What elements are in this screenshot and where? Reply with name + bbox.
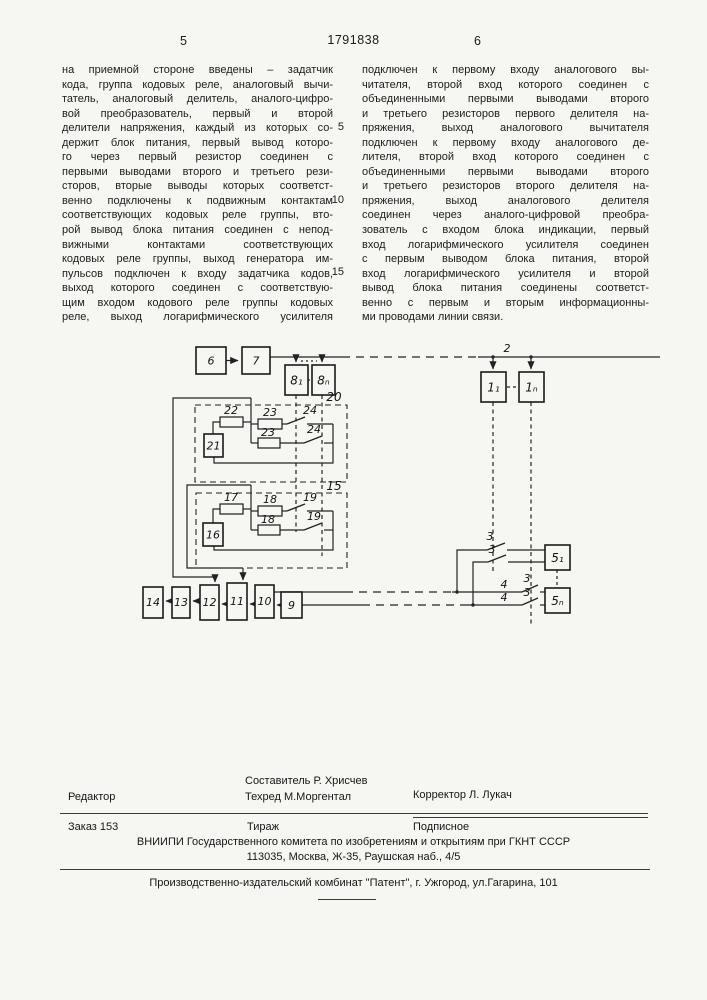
label-23a: 23 <box>263 406 277 419</box>
label-21: 21 <box>206 439 221 453</box>
label-1-1: 1₁ <box>487 380 500 395</box>
label-18b: 18 <box>261 513 275 526</box>
line-marker-10: 10 <box>331 194 344 206</box>
text-line: с первым выводом блока питания, второй <box>362 253 649 266</box>
text-line: венно с первым и вторым информационны- <box>362 296 649 309</box>
editor-credit: Редактор <box>68 791 116 803</box>
address-line: 113035, Москва, Ж-35, Раушская наб., 4/5 <box>246 851 461 863</box>
text-line: вход логарифмического усилителя и второй <box>362 267 649 280</box>
label-15: 15 <box>326 479 342 493</box>
claims-column-right <box>362 63 649 325</box>
label-23b: 23 <box>261 426 275 439</box>
text-line: ми проводами линии связи. <box>362 311 504 324</box>
footer-rule-1 <box>60 813 648 814</box>
text-line: пульсов подключен к входу задатчика кодов, <box>62 267 333 280</box>
label-22: 22 <box>224 404 238 417</box>
label-24b: 24 <box>307 423 321 436</box>
label-5-1: 5₁ <box>551 551 564 565</box>
label-17: 17 <box>224 491 238 504</box>
label-19a: 19 <box>303 491 317 504</box>
resistor-18b <box>258 525 280 535</box>
footer-rule-1b <box>413 817 648 818</box>
text-line: подключен к первому входу аналогового де- <box>362 136 649 149</box>
text-line: и третьего резисторов второго делителя на- <box>362 180 649 193</box>
text-line: щим входом кодового реле группы кодовых <box>62 296 333 309</box>
label-9: 9 <box>288 599 295 612</box>
label-18a: 18 <box>263 493 277 506</box>
text-line: реле, выход логарифмического усилителя <box>62 311 333 324</box>
text-line: пряжения, выход аналогового делителя <box>362 194 649 207</box>
label-5-n: 5ₙ <box>551 594 564 608</box>
label-20: 20 <box>326 390 342 404</box>
label-12: 12 <box>202 596 217 609</box>
label-7: 7 <box>252 354 260 368</box>
line-marker-15: 15 <box>331 266 344 278</box>
label-2: 2 <box>503 342 511 355</box>
text-line: татель, аналоговый делитель, аналого-цифро- <box>62 93 333 106</box>
tirazh-label: Тираж <box>247 821 279 833</box>
column-number-left: 5 <box>180 34 188 48</box>
text-line: объединенными первыми выводами второго <box>362 165 649 178</box>
corrector-credit: Корректор Л. Лукач <box>413 789 512 801</box>
text-line: венно подключены к подвижным контактам <box>62 194 333 207</box>
plant-line: Производственно-издательский комбинат "Патент", г. Ужгород, ул.Гагарина, 101 <box>149 877 558 889</box>
label-6: 6 <box>207 354 215 368</box>
text-line: сторов, вторые выводы которых соответст- <box>62 180 333 193</box>
resistor-17 <box>220 504 243 514</box>
label-8-1: 8₁ <box>290 373 303 388</box>
label-24a: 24 <box>303 404 317 417</box>
techred-credit: Техред М.Моргентал <box>245 791 352 803</box>
text-line: вывод блока питания соединены соответст- <box>362 282 649 295</box>
label-4b: 4 <box>500 591 508 604</box>
text-line: выход которого соединен с соответствую- <box>62 282 333 295</box>
column-number-right: 6 <box>474 34 482 48</box>
text-line: на приемной стороне введены – задатчик <box>62 64 333 76</box>
label-3d: 3 <box>523 586 531 599</box>
footer-rule-3 <box>318 899 376 900</box>
text-line: вижными контактами соответствующих <box>62 238 333 251</box>
patent-number: 1791838 <box>327 33 380 47</box>
vniipi-line: ВНИИПИ Государственного комитета по изобретениям и открытиям при ГКНТ СССР <box>136 836 571 848</box>
text-line: подключен к первому входу аналогового вы- <box>362 64 649 76</box>
text-line: держит блок питания, первый вывод которо- <box>62 136 333 149</box>
text-line: лителя, второй вход которого соединен с <box>362 151 649 164</box>
text-line: объединенными первыми выводами второго <box>362 93 649 106</box>
text-line: делители напряжения, каждый из которых со- <box>62 122 333 135</box>
label-3c: 3 <box>523 572 531 585</box>
label-4a: 4 <box>500 578 508 591</box>
circuit-diagram <box>60 335 680 655</box>
text-line: соответствующих кодовых реле группы, вто- <box>62 209 333 222</box>
compiler-credit: Составитель Р. Хрисчев <box>245 775 368 787</box>
resistor-23b <box>258 438 280 448</box>
label-1-n: 1ₙ <box>525 380 538 395</box>
label-11: 11 <box>230 595 244 608</box>
text-line: вой преобразователь, первый и второй <box>62 107 333 120</box>
text-line: кода, группа кодовых реле, аналоговый вычи- <box>62 78 333 91</box>
resistor-22 <box>220 417 243 427</box>
claims-column-left <box>62 63 333 325</box>
text-line: рой вывод блока питания соединен с непод- <box>62 224 333 237</box>
label-3a: 3 <box>486 530 494 543</box>
order-number: Заказ 153 <box>68 821 119 833</box>
label-8-n: 8ₙ <box>317 373 330 388</box>
label-13: 13 <box>174 596 188 609</box>
text-line: зователь с входом блока индикации, первый <box>362 224 649 237</box>
label-3b: 3 <box>488 543 496 556</box>
footer-rule-2 <box>60 869 650 870</box>
label-14: 14 <box>146 596 160 609</box>
text-line: вход логарифмического усилителя соединен <box>362 238 649 251</box>
label-10: 10 <box>257 595 272 608</box>
text-line: пряжения, выход аналогового вычитателя <box>362 122 649 135</box>
label-16: 16 <box>206 528 220 542</box>
line-marker-5: 5 <box>337 121 344 133</box>
label-19b: 19 <box>307 510 321 523</box>
text-line: и третьего резисторов первого делителя на- <box>362 107 649 120</box>
text-line: первыми выводами второго и третьего рези- <box>62 165 333 178</box>
text-line: го через первый резистор соединен с <box>62 151 333 164</box>
podpisnoe-label: Подписное <box>413 821 470 833</box>
text-line: читателя, второй вход которого соединен с <box>362 78 649 91</box>
text-line: соединен через аналого-цифровой преобра- <box>362 209 649 222</box>
text-line: кодовых реле группы, выход генератора им- <box>62 253 333 266</box>
